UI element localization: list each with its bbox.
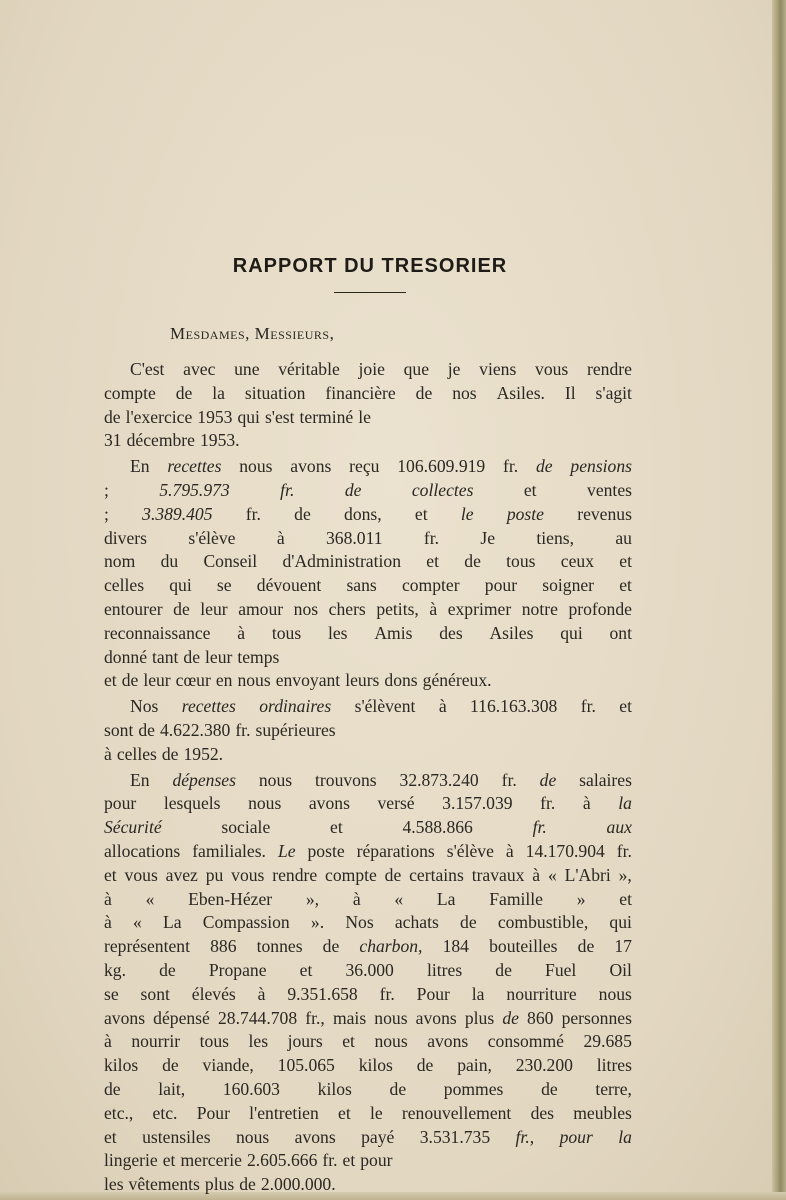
text-line: divers s'élève à 368.011 fr. Je tiens, au: [104, 527, 632, 548]
title-divider: [334, 292, 406, 293]
text-line: sont de 4.622.380 fr. supérieures: [104, 719, 336, 740]
text-line: Nos recettes ordinaires s'élèvent à 116.163.308 fr. et: [130, 696, 632, 717]
text-line: allocations familiales. Le poste réparations s'élève à 14.170.904 fr.: [104, 840, 632, 861]
text-line: entourer de leur amour nos chers petits, à exprimer notre profonde: [104, 598, 632, 619]
text-line: avons dépensé 28.744.708 fr., mais nous avons plus de 860 personnes: [104, 1007, 632, 1028]
text-line: ; 3.389.405 fr. de dons, et le poste revenus: [104, 503, 632, 524]
text-line: etc., etc. Pour l'entretien et le renouvellement des meubles: [104, 1102, 632, 1123]
text-line: kilos de viande, 105.065 kilos de pain, 230.200 litres: [104, 1055, 632, 1076]
text-line: En recettes nous avons reçu 106.609.919 fr. de pensions: [130, 456, 632, 477]
text-line: de lait, 160.603 kilos de pommes de terre,: [104, 1078, 632, 1099]
text-line: à « La Compassion ». Nos achats de combustible, qui: [104, 912, 632, 933]
text-line: à celles de 1952.: [104, 743, 224, 764]
text-line: nom du Conseil d'Administration et de tous ceux et: [104, 551, 632, 572]
text-line: et de leur cœur en nous envoyant leurs dons généreux.: [104, 670, 492, 691]
salutation: [170, 324, 334, 344]
text-line: donné tant de leur temps: [104, 646, 280, 667]
text-line: C'est avec une véritable joie que je viens vous rendre: [130, 359, 632, 379]
paragraph-depenses: [104, 769, 632, 1197]
text-line: En dépenses nous trouvons 32.873.240 fr. de salaires: [130, 769, 632, 790]
text-line: lingerie et mercerie 2.605.666 fr. et pour: [104, 1150, 393, 1171]
page-title: RAPPORT DU TRESORIER: [232, 255, 508, 277]
text-line: et ustensiles nous avons payé 3.531.735 fr., pour la: [104, 1126, 632, 1147]
text-line: reconnaissance à tous les Amis des Asiles qui ont: [104, 622, 632, 643]
text-line: les vêtements plus de 2.000.000.: [104, 1174, 336, 1195]
text-line: de l'exercice 1953 qui s'est terminé le: [104, 406, 371, 427]
text-line: à « Eben-Hézer », à « La Famille » et: [104, 888, 632, 909]
paragraph-recettes: [104, 455, 632, 693]
text-line: celles qui se dévouent sans compter pour soigner et: [104, 575, 632, 596]
text-line: Sécurité sociale et 4.588.866 fr. aux: [104, 817, 632, 838]
text-line: pour lesquels nous avons versé 3.157.039 fr. à la: [104, 793, 632, 814]
paragraph-recettes-ordinaires: [104, 695, 632, 766]
paragraph-intro: [104, 358, 632, 453]
body-text: [104, 358, 632, 1197]
text-line: à nourrir tous les jours et nous avons consommé 29.685: [104, 1031, 632, 1052]
text-line: ; 5.795.973 fr. de collectes et ventes: [104, 479, 632, 500]
text-line: représentent 886 tonnes de charbon, 184 bouteilles de 17: [104, 936, 632, 957]
page-edge-right: [772, 0, 786, 1200]
text-line: compte de la situation financière de nos Asiles. Il s'agit: [104, 382, 632, 403]
text-line: 31 décembre 1953.: [104, 430, 240, 451]
text-line: se sont élevés à 9.351.658 fr. Pour la nourriture nous: [104, 983, 632, 1004]
salutation-text: Mesdames, Messieurs,: [170, 324, 335, 343]
text-line: et vous avez pu vous rendre compte de certains travaux à « L'Abri »,: [104, 864, 632, 885]
text-line: kg. de Propane et 36.000 litres de Fuel Oil: [104, 959, 632, 980]
